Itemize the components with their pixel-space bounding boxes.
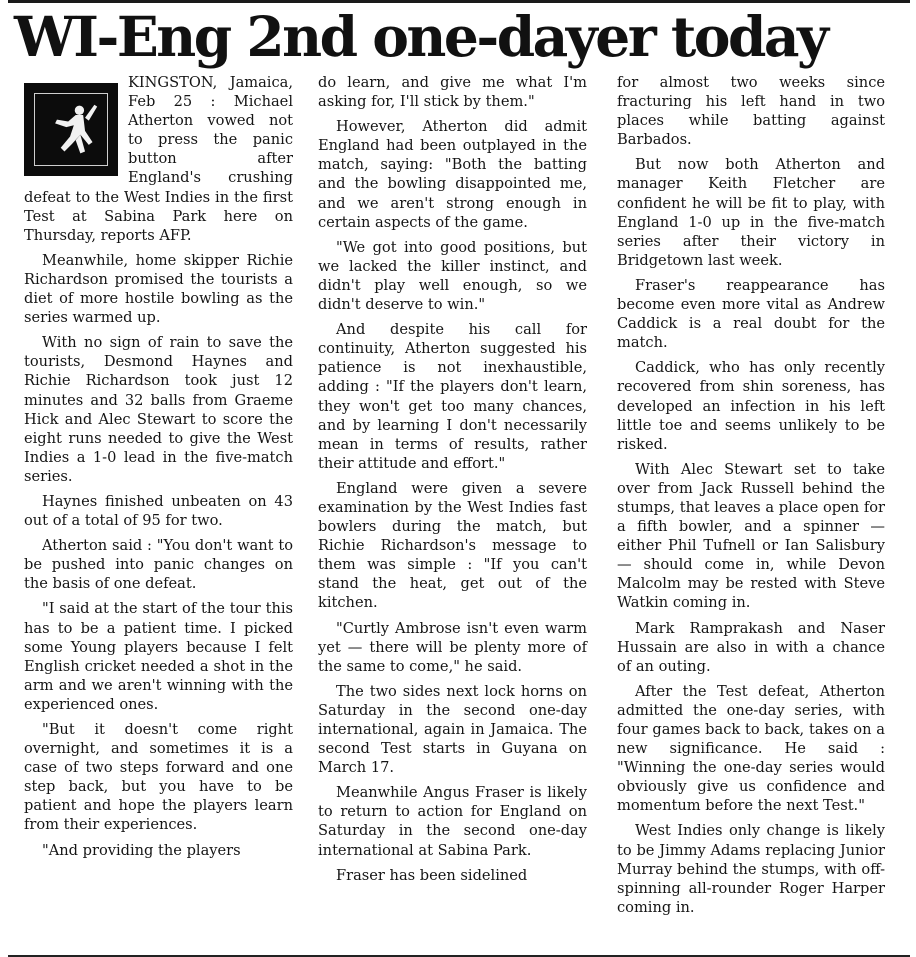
paragraph: Atherton said : "You don't want to be pushed into panic changes on the basis of one defeat. — [24, 537, 293, 593]
top-rule — [8, 0, 910, 3]
paragraph: KINGSTON, Jamaica, Feb 25 : Michael Atherton vowed not to press the panic button after England's crushing defeat to the West Indies in the first Test at Sabina Park here on Thursday, reports AFP. — [24, 74, 293, 244]
paragraph: "But it doesn't come right overnight, and sometimes it is a case of two steps forward and one step back, but you have to be patient and hope the players learn from their experiences. — [24, 721, 293, 834]
paragraph: do learn, and give me what I'm asking for, I'll stick by them." — [318, 74, 587, 111]
paragraph: After the Test defeat, Atherton admitted the one-day series, with four games back to back, takes on a new significance. He said : "Winning the one-day series would obviously give us confidence and momentum before the next Test." — [617, 682, 885, 815]
paragraph: Meanwhile Angus Fraser is likely to return to action for England on Saturday in the second one-day international at Sabina Park. — [318, 784, 587, 859]
article-column-1 — [24, 73, 293, 866]
paragraph: But now both Atherton and manager Keith Fletcher are confident he will be fit to play, with England 1-0 up in the five-match series after their victory in Bridgetown last week. — [617, 156, 885, 269]
article-column-3 — [617, 73, 885, 923]
paragraph: for almost two weeks since fracturing his left hand in two places while batting against Barbados. — [617, 74, 885, 149]
paragraph: West Indies only change is likely to be Jimmy Adams replacing Junior Murray behind the stumps, with off-spinning all-rounder Roger Harper coming in. — [617, 822, 885, 916]
article-column-2 — [318, 73, 587, 891]
paragraph: The two sides next lock horns on Saturday in the second one-day international, again in Jamaica. The second Test starts in Guyana on March 17. — [318, 682, 587, 777]
paragraph: However, Atherton did admit England had been outplayed in the match, saying: "Both the batting and the bowling disappointed me, and we aren't strong enough in certain aspects of the game. — [318, 118, 587, 231]
paragraph: Caddick, who has only recently recovered from shin soreness, has developed an infection in his left little toe and seems unlikely to be risked. — [617, 359, 885, 453]
paragraph: Fraser's reappearance has become even more vital as Andrew Caddick is a real doubt for the match. — [617, 276, 885, 352]
paragraph: "Curtly Ambrose isn't even warm yet — there will be plenty more of the same to come," he said. — [318, 619, 587, 675]
paragraph: Haynes finished unbeaten on 43 out of a total of 95 for two. — [24, 492, 293, 530]
paragraph: With Alec Stewart set to take over from Jack Russell behind the stumps, that leaves a place open for a fifth bowler, and a spinner —either Phil Tufnell or Ian Salisbury — should come in, while Devon Malcolm may be rested with Steve Watkin coming in. — [617, 460, 885, 612]
paragraph: Fraser has been sidelined — [336, 866, 528, 884]
paragraph: "We got into good positions, but we lacked the killer instinct, and didn't play well enough, so we didn't deserve to win." — [318, 238, 587, 314]
paragraph: England were given a severe examination by the West Indies fast bowlers during the match, but Richie Richardson's message to them was simple : "If you can't stand the heat, get out of the kitchen. — [318, 479, 587, 612]
paragraph: Meanwhile, home skipper Richie Richardson promised the tourists a diet of more hostile bowling as the series warmed up. — [24, 251, 293, 327]
paragraph: "I said at the start of the tour this has to be a patient time. I picked some Young players because I felt English cricket needed a shot in the arm and we aren't winning with the experienced ones. — [24, 600, 293, 713]
paragraph: Mark Ramprakash and Naser Hussain are also in with a chance of an outing. — [617, 619, 885, 675]
headline: WI-Eng 2nd one-dayer today — [14, 4, 827, 69]
paragraph: With no sign of rain to save the tourists, Desmond Haynes and Richie Richardson took just 12 minutes and 32 balls from Graeme Hick and Alec Stewart to score the eight runs needed to give the West Indies a 1-0 lead in the five-match series. — [24, 334, 293, 485]
paragraph: And despite his call for continuity, Atherton suggested his patience is not inexhaustible, adding : "If the players don't learn, they won't get too many chances, and by learning I don't necessarily mean in terms of results, rather their attitude and effort." — [318, 321, 587, 472]
cricketer-silhouette-icon — [27, 86, 115, 173]
paragraph: "And providing the players — [42, 841, 241, 859]
section-logo — [24, 83, 118, 176]
